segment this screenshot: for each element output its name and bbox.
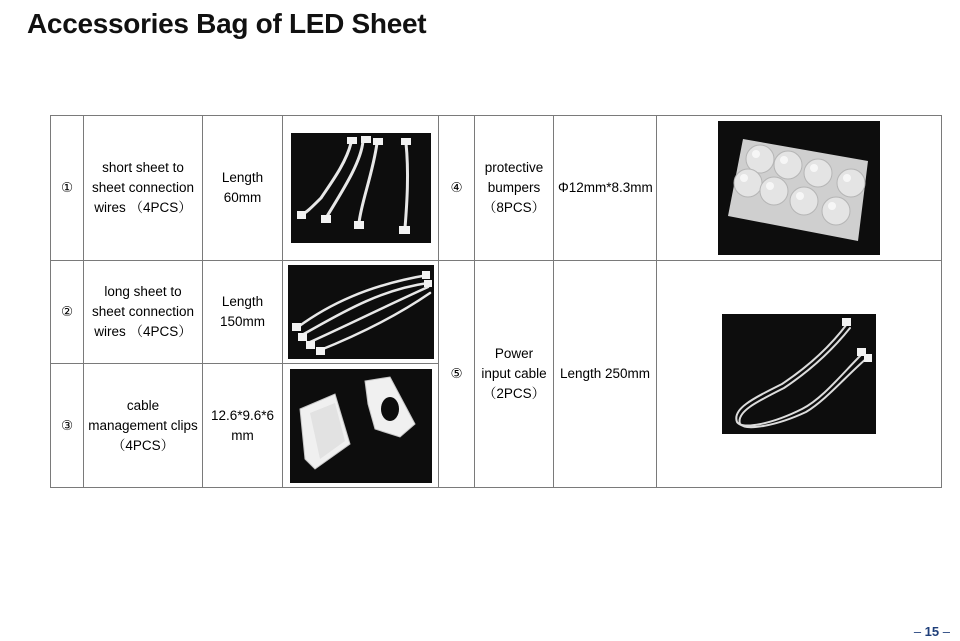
item-photo-cell bbox=[283, 261, 439, 364]
item-name-line: cable bbox=[126, 397, 160, 413]
item-photo-cell bbox=[283, 116, 439, 261]
item-spec-line: 150mm bbox=[219, 314, 265, 329]
item-name-line: long sheet to bbox=[104, 284, 182, 299]
item-spec-line: Length 250mm bbox=[559, 366, 651, 381]
item-spec bbox=[554, 261, 657, 488]
item-spec-line: mm bbox=[231, 427, 254, 443]
cable-clips-photo bbox=[290, 369, 432, 483]
item-name-line: sheet connection bbox=[91, 304, 195, 319]
item-name bbox=[84, 116, 203, 261]
item-name-line: wires （4PCS） bbox=[94, 200, 192, 215]
table-row bbox=[51, 116, 942, 261]
page-number bbox=[914, 624, 950, 639]
item-spec-line: Φ12mm*8.3mm bbox=[558, 180, 653, 195]
item-spec bbox=[203, 116, 283, 261]
item-name bbox=[84, 364, 203, 488]
item-name-line: wires （4PCS） bbox=[94, 324, 192, 339]
item-name-line: （8PCS） bbox=[482, 200, 546, 215]
bumpers-photo bbox=[718, 121, 880, 255]
item-name bbox=[475, 261, 554, 488]
item-number: ① bbox=[51, 116, 84, 261]
item-name-line: protective bbox=[484, 160, 544, 175]
item-spec-line: Length bbox=[221, 170, 264, 185]
power-cable-photo bbox=[722, 314, 876, 434]
item-name bbox=[475, 116, 554, 261]
item-spec bbox=[554, 116, 657, 261]
long-wires-photo bbox=[288, 265, 434, 359]
item-name-line: short sheet to bbox=[102, 160, 184, 175]
item-spec bbox=[203, 261, 283, 364]
item-number: ③ bbox=[51, 364, 84, 488]
item-spec-line: 12.6*9.6*6 bbox=[210, 407, 275, 423]
item-name-line: Power bbox=[494, 346, 534, 361]
item-spec-line: 60mm bbox=[223, 190, 262, 205]
page-dash: – bbox=[913, 624, 922, 639]
item-name-line: bumpers bbox=[487, 180, 541, 195]
item-photo-cell bbox=[657, 261, 942, 488]
item-number: ② bbox=[51, 261, 84, 364]
page-dash: – bbox=[942, 624, 950, 639]
item-photo-cell bbox=[283, 364, 439, 488]
item-name-line: （4PCS） bbox=[111, 437, 175, 453]
item-spec bbox=[203, 364, 283, 488]
page-title: Accessories Bag of LED Sheet bbox=[27, 8, 427, 39]
short-wires-photo bbox=[291, 133, 431, 243]
item-name-line: （2PCS） bbox=[482, 386, 546, 401]
item-name-line: input cable bbox=[481, 366, 547, 381]
table-row bbox=[51, 261, 942, 364]
item-name-line: sheet connection bbox=[91, 180, 195, 195]
item-photo-cell bbox=[657, 116, 942, 261]
item-spec-line: Length bbox=[221, 294, 264, 309]
page-number-value: 15 bbox=[924, 624, 940, 639]
item-name bbox=[84, 261, 203, 364]
accessories-table bbox=[50, 115, 942, 488]
item-name-line: management clips bbox=[88, 417, 198, 433]
item-number: ⑤ bbox=[439, 261, 475, 488]
item-number: ④ bbox=[439, 116, 475, 261]
